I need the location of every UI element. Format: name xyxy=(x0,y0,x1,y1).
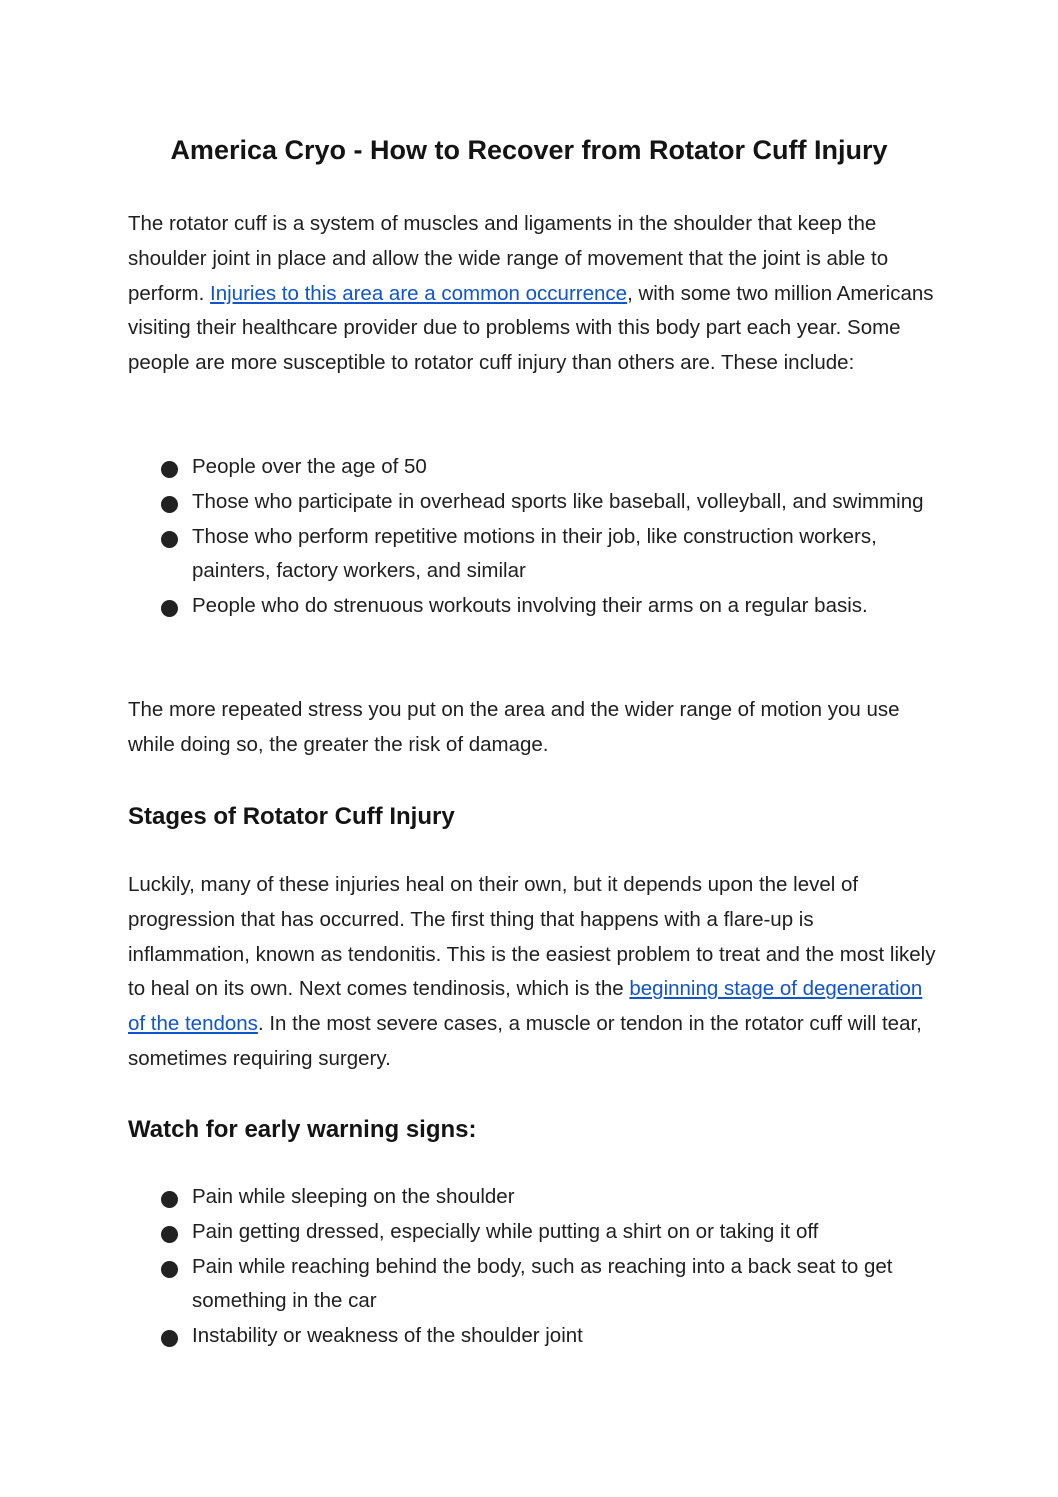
risk-factor-list xyxy=(128,450,936,624)
list-item-text: People over the age of 50 xyxy=(192,455,427,478)
list-item xyxy=(128,1215,936,1250)
stages-heading: Stages of Rotator Cuff Injury xyxy=(128,803,455,830)
bullet-icon xyxy=(161,1226,178,1243)
list-item-text: People who do strenuous workouts involving their arms on a regular basis. xyxy=(192,594,868,618)
list-item xyxy=(128,589,936,624)
bullet-icon xyxy=(161,1191,178,1208)
list-item-text: Pain while reaching behind the body, such as reaching into a back seat to get something in the car xyxy=(192,1254,893,1313)
bullet-icon xyxy=(161,600,178,617)
degeneration-stage-link[interactable]: beginning stage of degeneration of the tendons xyxy=(128,977,923,1036)
warning-heading: Watch for early warning signs: xyxy=(128,1116,477,1143)
list-item-text: Instability or weakness of the shoulder joint xyxy=(192,1324,583,1348)
list-item xyxy=(128,1319,936,1354)
bullet-icon xyxy=(161,1261,178,1278)
bullet-icon xyxy=(161,531,178,548)
list-item-text: Those who perform repetitive motions in their job, like construction workers, painters, factory workers, and similar xyxy=(192,524,877,583)
bullet-icon xyxy=(161,461,178,478)
list-item-text: Pain while sleeping on the shoulder xyxy=(192,1185,515,1208)
list-item xyxy=(128,1180,936,1215)
list-item-text: Those who participate in overhead sports like baseball, volleyball, and swimming xyxy=(192,489,924,513)
warning-sign-list xyxy=(128,1180,936,1354)
common-occurrence-link[interactable]: Injuries to this area are a common occurrence xyxy=(210,281,628,305)
intro-text-end: , with some two million Americans visiting their healthcare provider due to problems with this body part each year. Some people are more susceptible to rotator cuff injury than others are. These include: xyxy=(128,281,934,375)
stages-paragraph xyxy=(128,868,936,1077)
list-item xyxy=(128,1250,936,1320)
list-item xyxy=(128,520,936,590)
stages-text-start: Luckily, many of these injuries heal on their own, but it depends upon the level of progression that has occurred. The first thing that happens with a flare-up is inflammation, known as tendonitis. This is the easiest problem to treat and the most likely to heal on its own. Next comes tendinosis, which is the xyxy=(128,873,936,1001)
list-item-text: Pain getting dressed, especially while putting a shirt on or taking it off xyxy=(192,1219,819,1243)
bullet-icon xyxy=(161,1330,178,1347)
list-item xyxy=(128,450,936,485)
stages-text-end: . In the most severe cases, a muscle or tendon in the rotator cuff will tear, sometimes requiring surgery. xyxy=(128,1012,922,1070)
list-item xyxy=(128,485,936,520)
risk-paragraph: The more repeated stress you put on the area and the wider range of motion you use while doing so, the greater the risk of damage. xyxy=(128,698,900,756)
intro-paragraph xyxy=(128,207,936,381)
bullet-icon xyxy=(161,496,178,513)
intro-text-start: The rotator cuff is a system of muscles and ligaments in the shoulder that keep the shoulder joint in place and allow the wide range of movement that the joint is able to perform. xyxy=(128,212,889,305)
document-title: America Cryo - How to Recover from Rotator Cuff Injury xyxy=(170,135,888,165)
